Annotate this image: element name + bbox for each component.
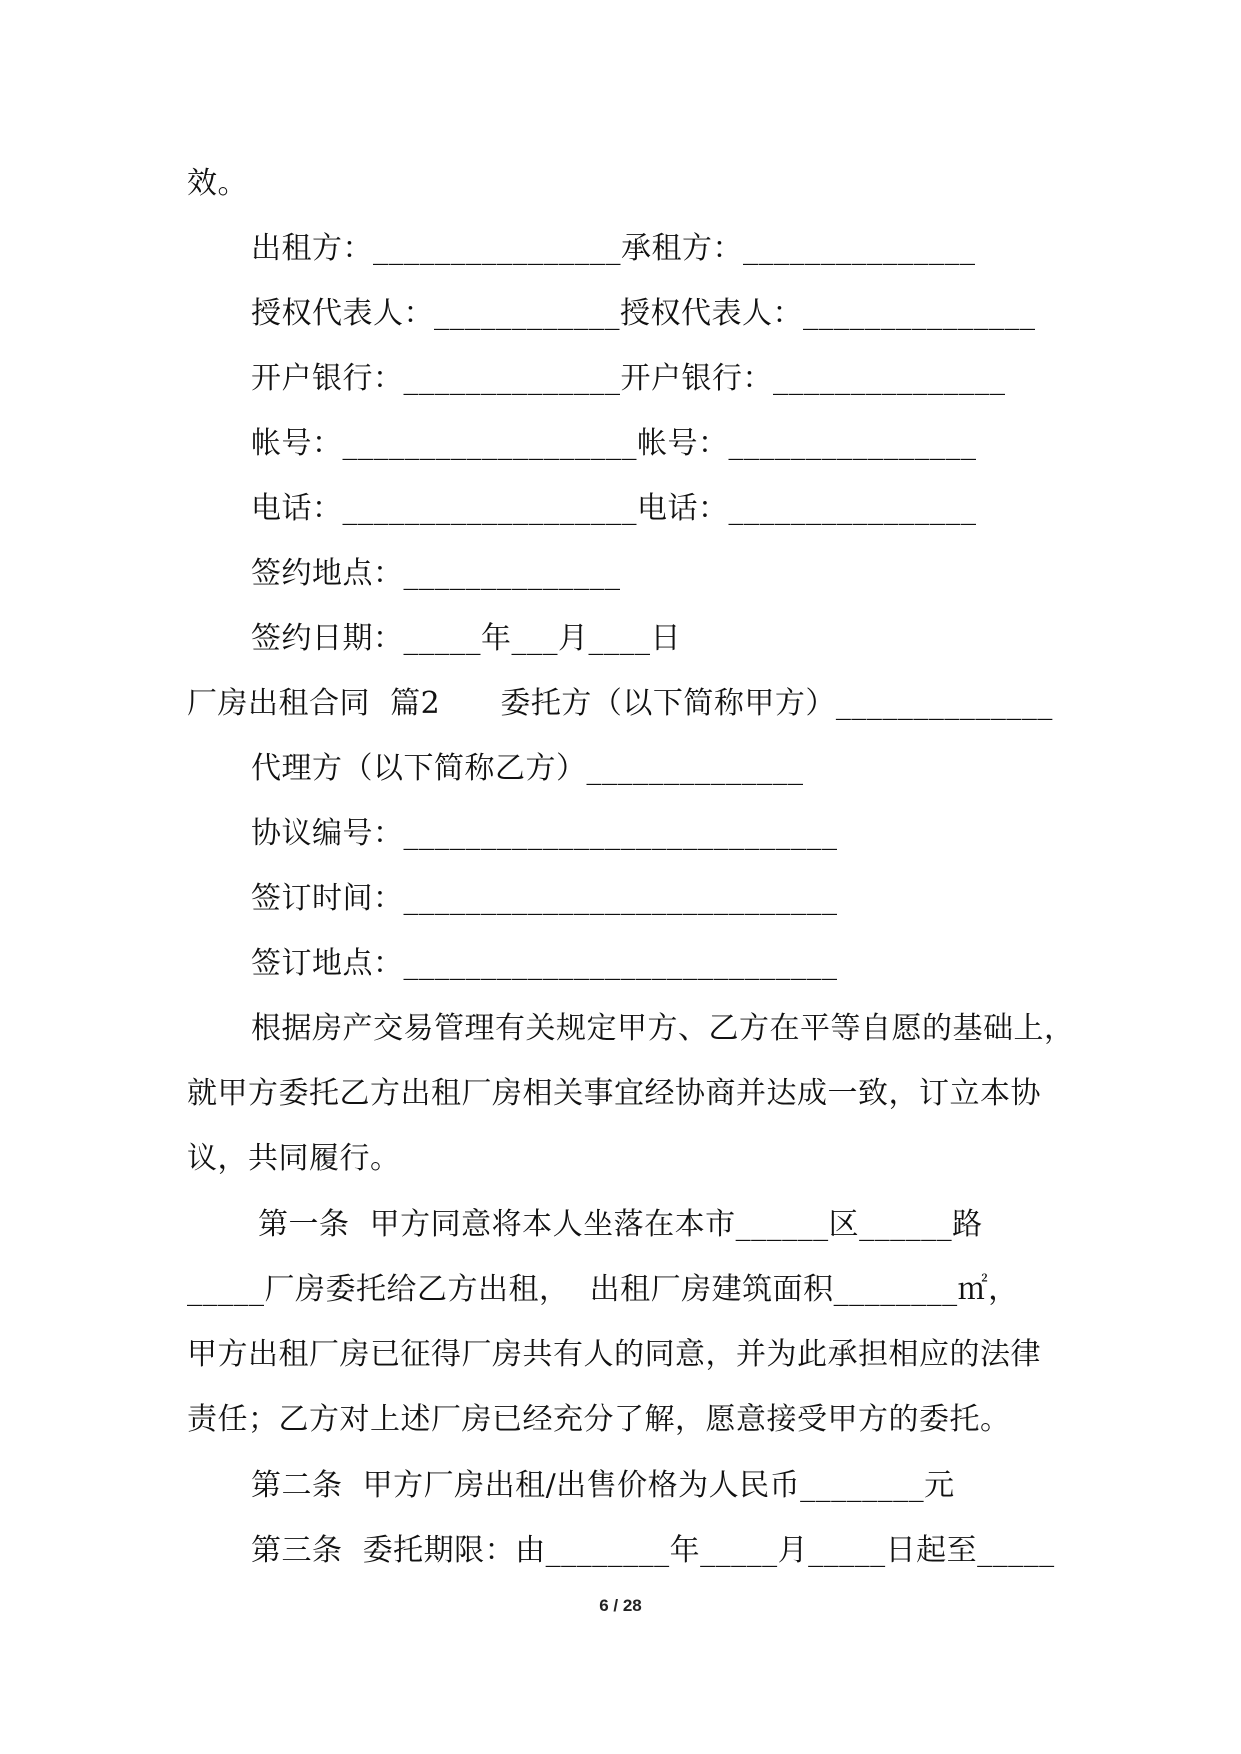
article-two-line: 第二条 甲方厂房出租/出售价格为人民币________元 bbox=[251, 1468, 955, 1503]
text-line-representative: 授权代表人：____________授权代表人：_______________ bbox=[251, 296, 1036, 331]
article-one-line: _____厂房委托给乙方出租， 出租厂房建筑面积________㎡， bbox=[187, 1272, 1019, 1307]
article-one-line: 责任；乙方对上述厂房已经充分了解，愿意接受甲方的委托。 bbox=[187, 1402, 1011, 1437]
text-line-signing-place: 签约地点：______________ bbox=[251, 556, 621, 591]
text-line-section-title: 厂房出租合同 篇2 委托方（以下简称甲方）______________ bbox=[187, 686, 1053, 721]
text-line-agent: 代理方（以下简称乙方）______________ bbox=[251, 751, 804, 786]
text-line-sign-time: 签订时间：____________________________ bbox=[251, 881, 838, 916]
paragraph-line: 议，共同履行。 bbox=[187, 1141, 401, 1176]
text-line-phone: 电话：___________________电话：________________ bbox=[251, 491, 977, 526]
text-line-continuation: 效。 bbox=[187, 166, 248, 201]
text-line-sign-place: 签订地点：____________________________ bbox=[251, 946, 838, 981]
paragraph-line: 根据房产交易管理有关规定甲方、乙方在平等自愿的基础上， bbox=[251, 1011, 1075, 1046]
article-one-line: 甲方出租厂房已征得厂房共有人的同意，并为此承担相应的法律 bbox=[187, 1337, 1041, 1372]
paragraph-line: 就甲方委托乙方出租厂房相关事宜经协商并达成一致，订立本协 bbox=[187, 1076, 1041, 1111]
text-line-signing-date: 签约日期：_____年___月____日 bbox=[251, 621, 681, 656]
article-three-line: 第三条 委托期限：由________年_____月_____日起至_____ bbox=[251, 1533, 1055, 1568]
text-line-bank: 开户银行：______________开户银行：_______________ bbox=[251, 361, 1006, 396]
page-number: 6 / 28 bbox=[599, 1596, 642, 1615]
text-line-lessor: 出租方：________________承租方：_______________ bbox=[251, 231, 976, 266]
text-line-agreement-no: 协议编号：____________________________ bbox=[251, 816, 838, 851]
article-one-line: 第一条 甲方同意将本人坐落在本市______区______路 bbox=[258, 1207, 983, 1242]
text-line-account: 帐号：___________________帐号：________________ bbox=[251, 426, 977, 461]
